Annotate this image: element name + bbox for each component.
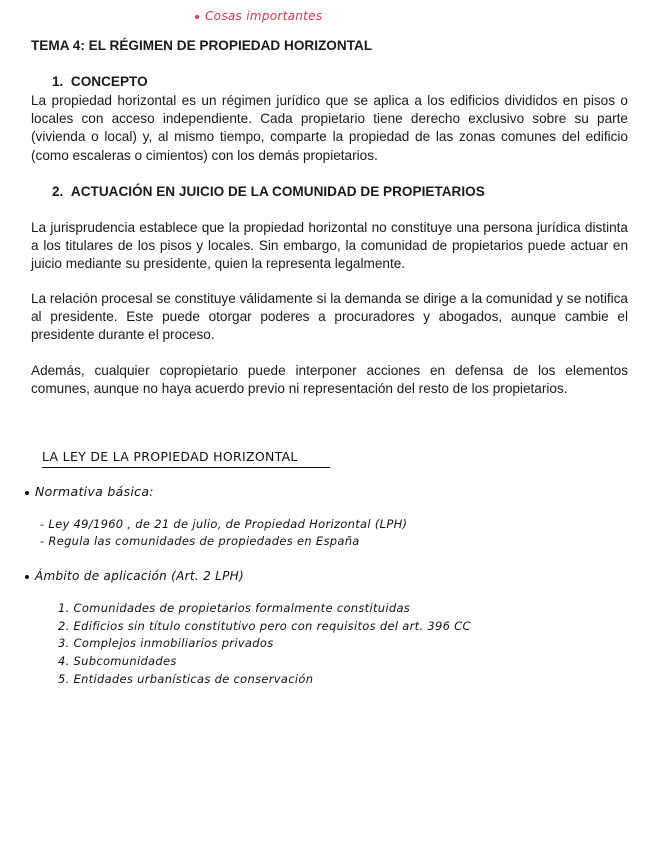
ambito-label: Ámbito de aplicación (Art. 2 LPH) xyxy=(35,569,244,583)
section-heading-concepto: 1. CONCEPTO xyxy=(52,74,148,89)
list-item: 5. Entidades urbanísticas de conservación xyxy=(58,672,314,686)
list-item: 1. Comunidades de propietarios formalmente constituidas xyxy=(58,601,411,615)
bullet-icon xyxy=(195,15,199,19)
annotation-text: Cosas importantes xyxy=(205,9,323,23)
list-item: - Regula las comunidades de propiedades en España xyxy=(40,534,360,548)
paragraph: La propiedad horizontal es un régimen jurídico que se aplica a los edificios divididos en pisos o locales con acceso independiente. Cada propietario tiene derecho exclusivo sobre su parte (vivienda o local) y, al mismo tiempo, comparte la propiedad de las zonas comunes del edificio (como escaleras o cimientos) con los demás propietarios. xyxy=(31,93,628,163)
notes-bullet-ambito xyxy=(25,569,244,583)
list-item: 3. Complejos inmobiliarios privados xyxy=(58,636,274,650)
normativa-label: Normativa básica: xyxy=(35,484,154,499)
notes-heading: LA LEY DE LA PROPIEDAD HORIZONTAL xyxy=(42,449,330,468)
paragraph: La relación procesal se constituye válidamente si la demanda se dirige a la comunidad y se notifica al presidente. Este puede otorgar poderes a procuradores y abogados, aunque cambie el presidente durante el proceso. xyxy=(31,291,628,343)
list-item: 4. Subcomunidades xyxy=(58,654,177,668)
paragraph: Además, cualquier copropietario puede interponer acciones en defensa de los elementos comunes, aunque no haya acuerdo previo ni representación del resto de los propietarios. xyxy=(31,363,628,397)
paragraph: La jurisprudencia establece que la propiedad horizontal no constituye una persona jurídica distinta a los titulares de los pisos y locales. Sin embargo, la comunidad de propietarios puede actuar en juicio mediante su presidente, quien la representa legalmente. xyxy=(31,220,628,272)
list-item: 2. Edificios sin título constitutivo pero con requisitos del art. 396 CC xyxy=(58,619,471,633)
handwritten-annotation xyxy=(195,9,322,23)
bullet-icon xyxy=(25,575,29,579)
notes-bullet-normativa xyxy=(25,484,154,499)
section-heading-actuacion: 2. ACTUACIÓN EN JUICIO DE LA COMUNIDAD DE PROPIETARIOS xyxy=(52,184,485,199)
document-title: TEMA 4: EL RÉGIMEN DE PROPIEDAD HORIZONTAL xyxy=(31,38,373,53)
list-item: - Ley 49/1960 , de 21 de julio, de Propiedad Horizontal (LPH) xyxy=(40,517,408,531)
bullet-icon xyxy=(25,491,29,495)
